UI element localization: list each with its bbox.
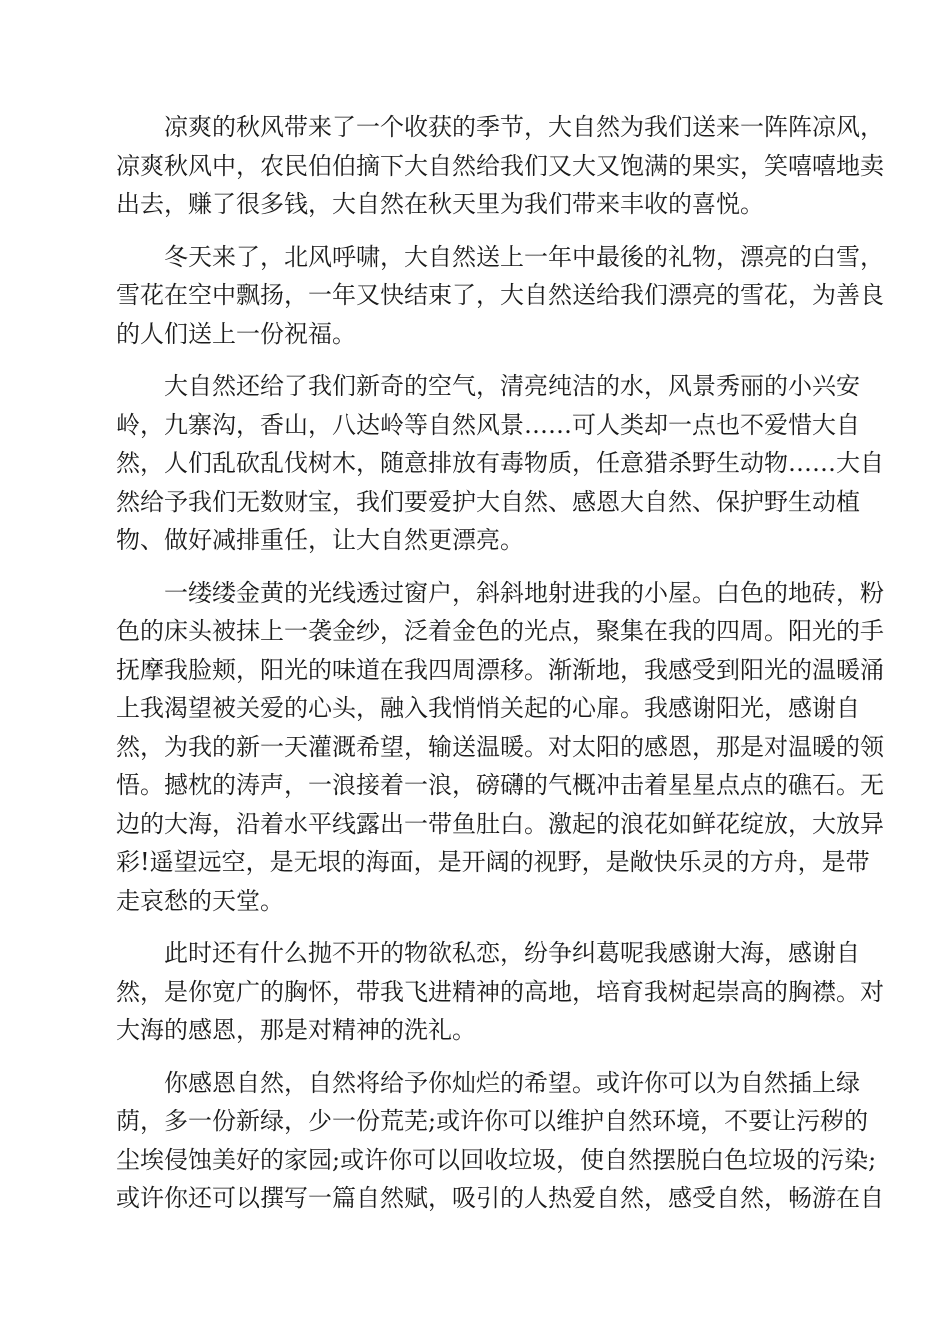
text-line: 走哀愁的天堂。	[116, 886, 284, 915]
text-line: 然，人们乱砍乱伐树木，随意排放有毒物质，任意猎杀野生动物……大自	[116, 449, 884, 477]
text-line: 然，为我的新一天灌溉希望，输送温暖。对太阳的感恩，那是对温暖的领	[116, 732, 884, 761]
text-line: 抚摩我脸颊，阳光的味道在我四周漂移。渐渐地，我感受到阳光的温暖涌	[116, 655, 884, 684]
document-page	[116, 108, 884, 1218]
text-line: 冬天来了，北风呼啸，大自然送上一年中最後的礼物，漂亮的白雪，	[164, 242, 884, 271]
text-line: 你感恩自然，自然将给予你灿烂的希望。或许你可以为自然插上绿	[164, 1068, 860, 1097]
text-line: 的人们送上一份祝福。	[116, 319, 356, 348]
paragraph-gap	[116, 920, 836, 934]
paragraph-thank-nature	[116, 1064, 884, 1218]
text-line: 雪花在空中飘扬，一年又快结束了，大自然送给我们漂亮的雪花，为善良	[116, 281, 884, 309]
text-line: 凉爽秋风中，农民伯伯摘下大自然给我们又大又饱满的果实，笑嘻嘻地卖	[116, 151, 884, 180]
text-line: 大自然还给了我们新奇的空气，清亮纯洁的水，风景秀丽的小兴安	[164, 372, 860, 400]
paragraph-nature-gifts	[116, 367, 884, 560]
text-line: 色的床头被抹上一袭金纱，泛着金色的光点，聚集在我的四周。阳光的手	[116, 617, 884, 645]
text-line: 上我渴望被关爱的心头，融入我悄悄关起的心扉。我感谢阳光，感谢自	[116, 694, 860, 722]
text-line: 或许你还可以撰写一篇自然赋，吸引的人热爱自然，感受自然，畅游在自	[116, 1184, 884, 1212]
text-line: 尘埃侵蚀美好的家园;或许你可以回收垃圾，使自然摆脱白色垃圾的污染;	[116, 1145, 877, 1174]
paragraph-gap	[116, 353, 836, 367]
text-line: 凉爽的秋风带来了一个收获的季节，大自然为我们送来一阵阵凉风，	[164, 113, 884, 141]
paragraph-gap	[116, 560, 836, 574]
text-line: 然，是你宽广的胸怀，带我飞进精神的高地，培育我树起崇高的胸襟。对	[116, 977, 884, 1006]
text-line: 然给予我们无数财宝，我们要爱护大自然、感恩大自然、保护野生动植	[116, 487, 860, 516]
text-line: 一缕缕金黄的光线透过窗户，斜斜地射进我的小屋。白色的地砖，粉	[164, 578, 884, 607]
paragraph-autumn	[116, 108, 884, 224]
paragraph-winter	[116, 238, 884, 354]
text-line: 此时还有什么抛不开的物欲私恋，纷争纠葛呢我感谢大海，感谢自	[164, 939, 860, 967]
text-line: 边的大海，沿着水平线露出一带鱼肚白。激起的浪花如鲜花绽放，大放异	[116, 809, 884, 838]
text-line: 悟。撼枕的涛声，一浪接着一浪，磅礴的气概冲击着星星点点的礁石。无	[116, 771, 884, 799]
paragraph-sea-gratitude	[116, 934, 884, 1050]
paragraph-gap	[116, 224, 836, 238]
text-line: 物、做好减排重任，让大自然更漂亮。	[116, 526, 524, 554]
text-line: 荫，多一份新绿，少一份荒芜;或许你可以维护自然环境，不要让污秽的	[116, 1107, 869, 1135]
text-line: 大海的感恩，那是对精神的洗礼。	[116, 1016, 476, 1044]
paragraph-sunlight-sea	[116, 574, 884, 921]
text-line: 彩!遥望远空，是无垠的海面，是开阔的视野，是敞快乐灵的方舟，是带	[116, 848, 870, 876]
text-line: 出去，赚了很多钱，大自然在秋天里为我们带来丰收的喜悦。	[116, 190, 764, 218]
paragraph-gap	[116, 1050, 836, 1064]
text-line: 岭，九寨沟，香山，八达岭等自然风景……可人类却一点也不爱惜大自	[116, 410, 860, 439]
